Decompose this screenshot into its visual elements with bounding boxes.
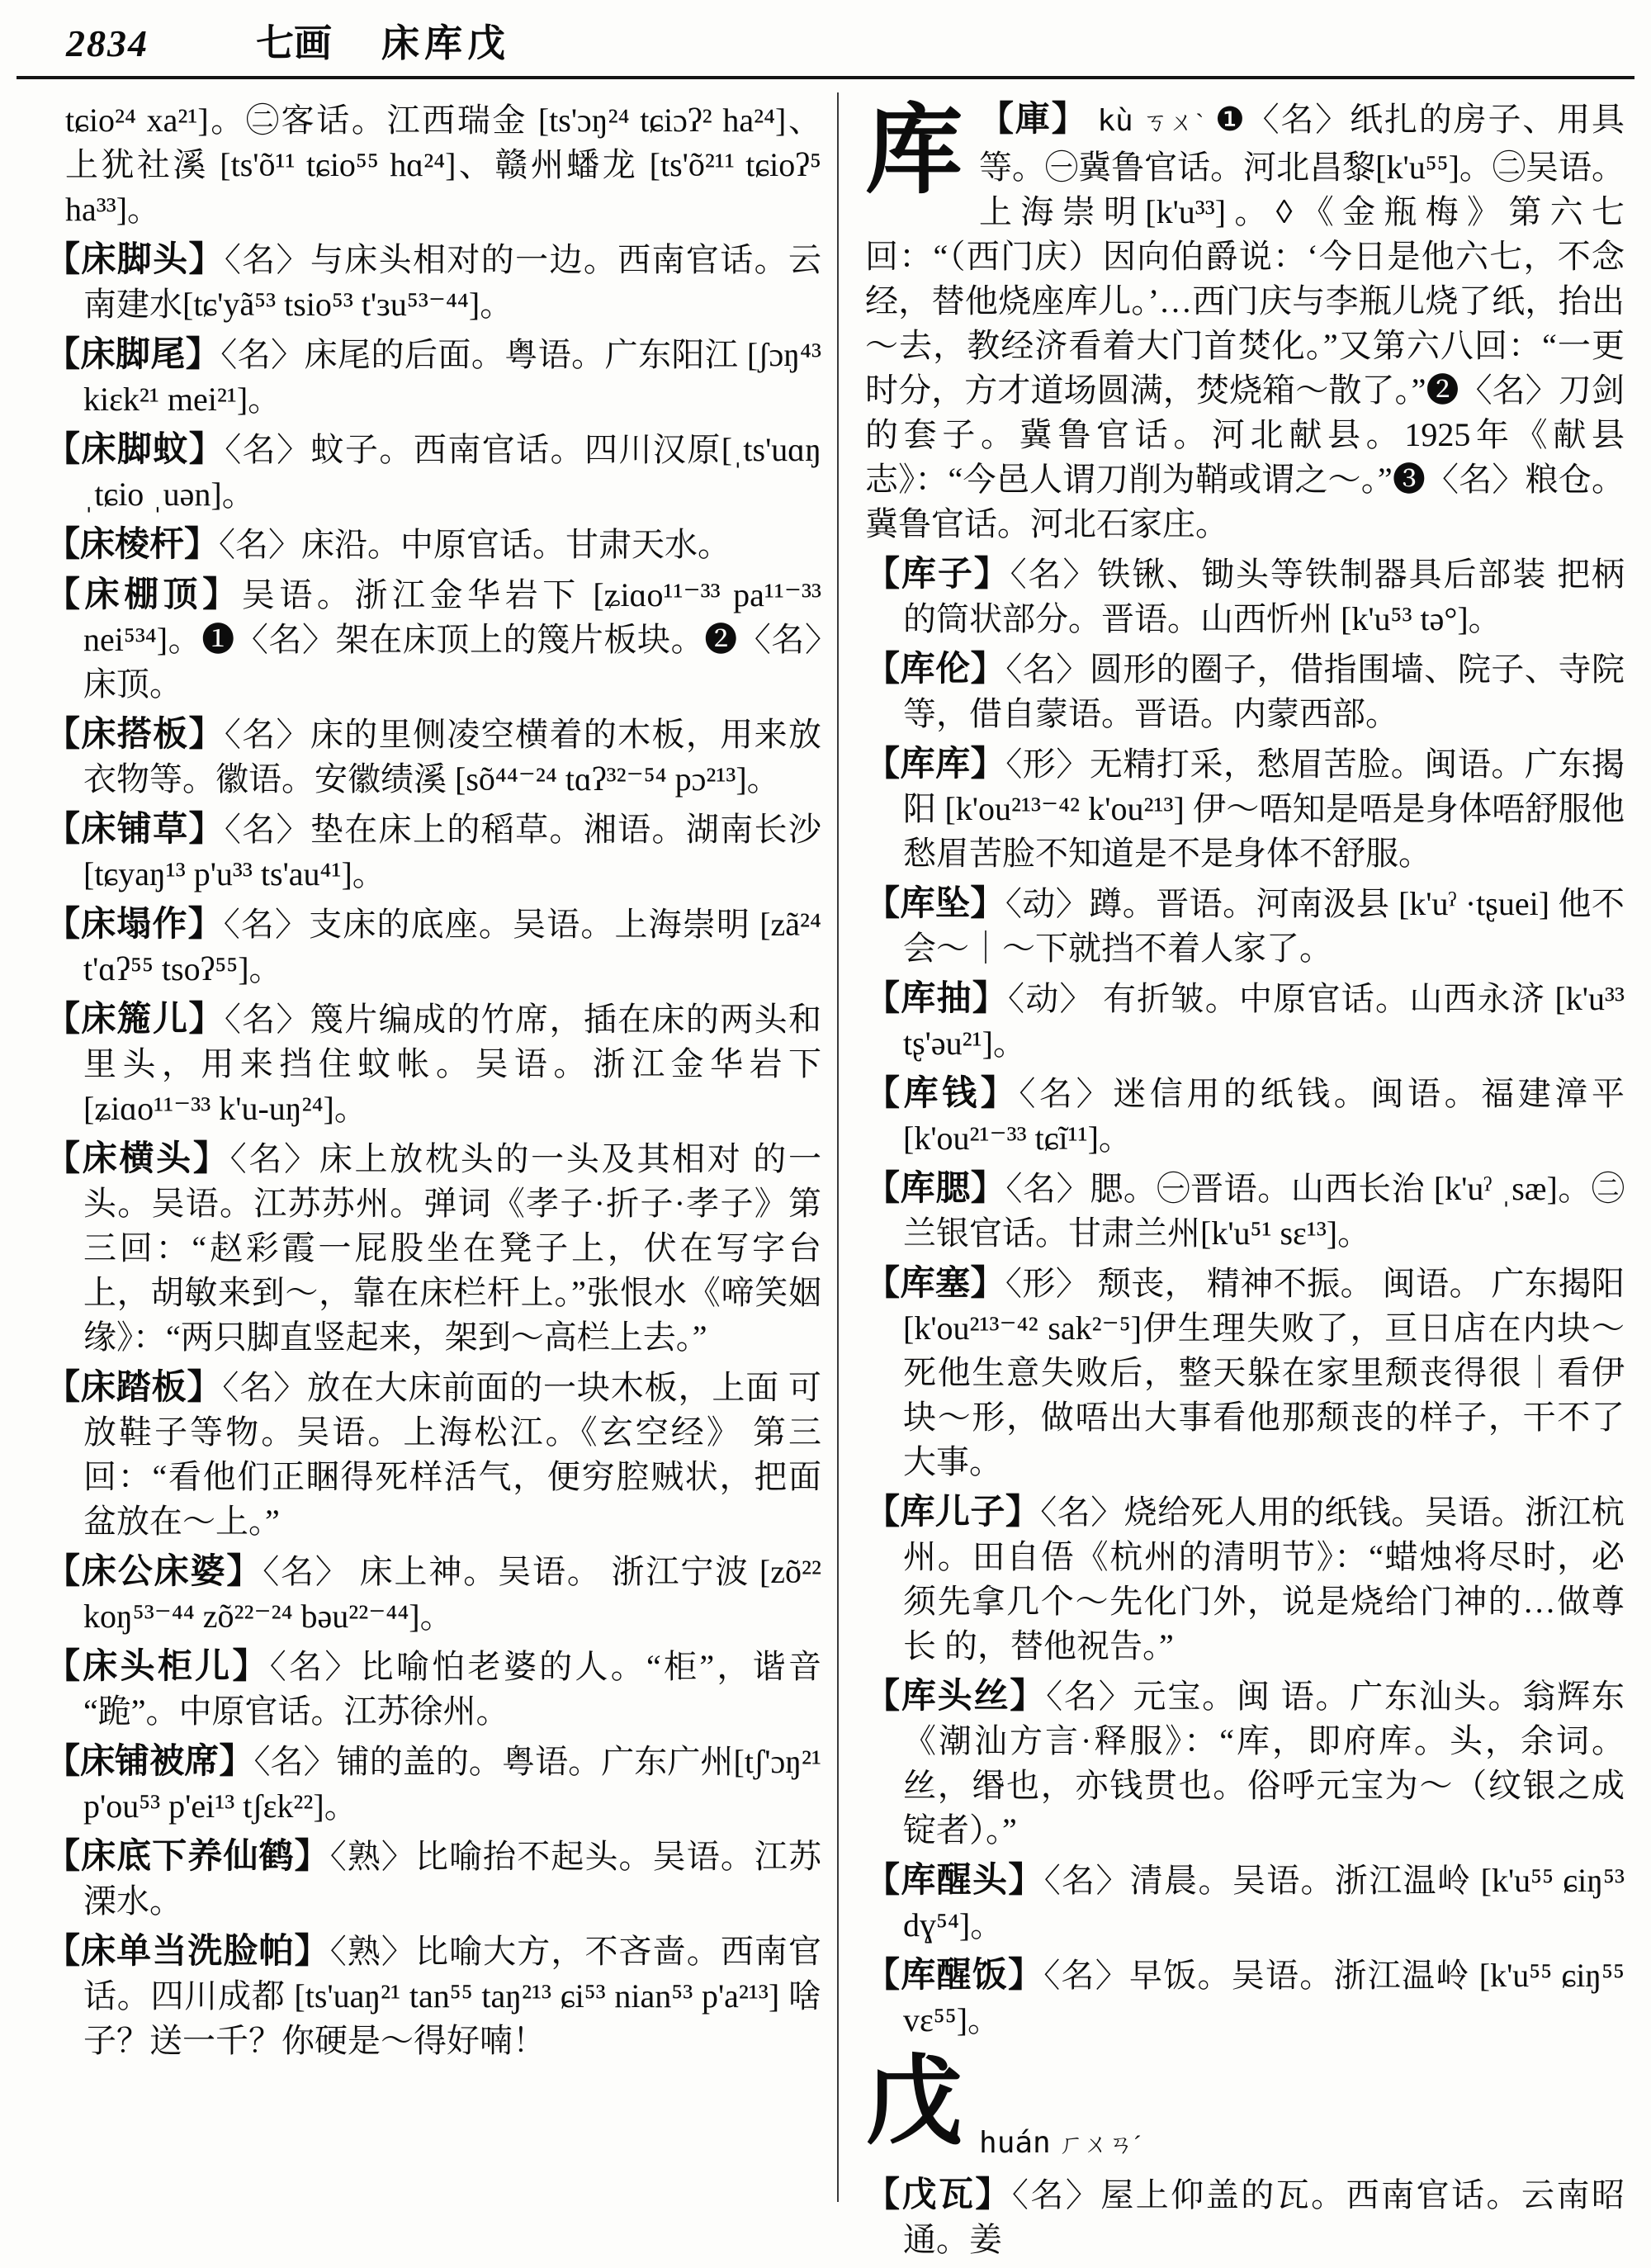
entry-body: 〈名〉屋上仰盖的瓦。西南官话。云南昭通。姜: [903, 2176, 1625, 2258]
entry-床搭板: [45, 713, 821, 802]
entry-headword: 【床踏板】: [45, 1369, 223, 1407]
entry-body: 〈形〉 颓丧， 精神不振。 闽语。 广东揭阳 [k'ou²¹³⁻⁴² sak²⁻⁵]伊生理失败了，亘日店在内块～死他生意失败后，整天躲在家里颓丧得很｜看伊块～形，做唔出大事看他那颓丧的样子，干不了大事。: [903, 1265, 1625, 1480]
entry-headword: 【床脚尾】: [45, 336, 221, 374]
entry-headword: 【床棱杆】: [45, 526, 220, 564]
entry-床脚头: [45, 238, 821, 327]
entry-headword: 【库儿子】: [865, 1494, 1041, 1532]
entry-body: 〈名〉比喻怕老婆的人。“柜”，谐音 “跪”。中原官话。江苏徐州。: [83, 1648, 821, 1730]
entry-body: 〈熟〉比喻大方，不吝啬。西南官话。四川成都 [ts'uaŋ²¹ tan⁵⁵ taŋ²¹³ ɕi⁵³ nian⁵³ p'a²¹³] 啥子？送一千？你硬是～得好喃！: [83, 1933, 821, 2059]
entry-headword: 【床公床婆】: [45, 1553, 263, 1591]
entry-库伦: [865, 647, 1625, 736]
entry-床塌作: [45, 902, 821, 992]
entry-床踏板: [45, 1366, 821, 1544]
entry-headword: 【库塞】: [865, 1265, 1005, 1303]
entry-body: 〈名〉床尾的后面。粤语。广东阳江 [ʃɔŋ⁴³ kiɛk²¹ mei²¹]。: [83, 336, 821, 418]
entry-continuation: [45, 98, 821, 232]
entry-body: 〈名〉垫在床上的稻草。湘语。湖南长沙 [tɕyaŋ¹³ p'u³³ ts'au⁴¹]。: [83, 811, 821, 893]
entry-body: 〈名〉床的里侧凌空横着的木板，用来放衣物等。徽语。安徽绩溪 [sõ⁴⁴⁻²⁴ tɑʔ³²⁻⁵⁴ pɔ²¹³]。: [83, 716, 821, 798]
entry-headword: 【床横头】: [45, 1140, 230, 1178]
entry-库儿子: [865, 1490, 1625, 1669]
entry-库抽: [865, 977, 1625, 1066]
entry-headword: 【库坠】: [865, 885, 1005, 923]
entry-headword: 【床头柜儿】: [45, 1648, 270, 1686]
zhuyin: ㄏㄨㄢˊ: [1058, 2131, 1142, 2158]
entry-headword: 【库抽】: [865, 980, 1008, 1018]
entry-库子: [865, 552, 1625, 642]
pinyin: kù: [1097, 104, 1133, 138]
entry-body: 〈名〉圆形的圈子，借指围墙、院子、寺院等，借自蒙语。晋语。内蒙西部。: [903, 651, 1625, 732]
head-character: 戊: [865, 2048, 963, 2157]
page-number: 2834: [66, 22, 149, 64]
entry-headword: 【床塌作】: [45, 906, 224, 944]
head-character-paragraph: [865, 97, 1625, 547]
entry-headword: 【床棚顶】: [45, 576, 242, 614]
entry-body: 吴语。浙江金华岩下 [ʑiɑo¹¹⁻³³ pa¹¹⁻³³ nei⁵³⁴]。❶〈名〉架在床顶上的篾片板块。❷〈名〉床顶。: [83, 576, 821, 703]
entry-床头柜儿: [45, 1645, 821, 1734]
entry-body: 〈熟〉比喻抬不起头。吴语。江苏溧水。: [83, 1838, 821, 1920]
entry-body: tɕio²⁴ xa²¹]。㊁客话。江西瑞金 [ts'ɔŋ²⁴ tɕiɔʔ² ha²⁴]、上犹社溪 [ts'õ¹¹ tɕio⁵⁵ hɑ²⁴]、赣州蟠龙 [ts'õ²¹¹ tɕioʔ⁵ ha³³]。: [65, 102, 821, 228]
entry-body: 〈名〉清晨。吴语。浙江温岭 [k'u⁵⁵ ɕiŋ⁵³ dɣ⁵⁴]。: [903, 1862, 1625, 1944]
entry-床棚顶: [45, 573, 821, 707]
entry-床脚尾: [45, 333, 821, 422]
entry-body: 〈名〉支床的底座。吴语。上海崇明 [zã²⁴ t'ɑʔ⁵⁵ tsoʔ⁵⁵]。: [83, 906, 821, 987]
char-section-戊: [865, 2048, 1625, 2262]
entry-body: 〈名〉铺的盖的。粤语。广东广州[tʃ'ɔŋ²¹ p'ou⁵³ p'ei¹³ tʃɛk²²]。: [83, 1743, 821, 1825]
right-column: [865, 92, 1625, 2268]
entry-库头丝: [865, 1674, 1625, 1853]
entry-headword: 【床铺草】: [45, 811, 225, 849]
entry-床横头: [45, 1137, 821, 1360]
entry-headword: 【床脚头】: [45, 241, 225, 279]
traditional-form: 【庫】: [979, 101, 1088, 139]
entry-headword: 【库醒饭】: [865, 1957, 1044, 1995]
entry-库坠: [865, 882, 1625, 971]
head-character-paragraph: [865, 2048, 1625, 2167]
entry-body: 〈名〉床上放枕头的一头及其相对 的一头。吴语。江苏苏州。弹词《孝子·折子·孝子》第三回：“赵彩霞一屁股坐在凳子上，伏在写字台上，胡敏来到～，靠在床栏杆上。”张恨水《啼笑姻缘》：“两只脚直竖起来，架到～高栏上去。”: [83, 1140, 821, 1356]
entry-床底下养仙鹤: [45, 1835, 821, 1924]
head-characters-label: 床库戊: [381, 22, 510, 64]
entry-body: 〈名〉元宝。闽 语。广东汕头。翁辉东《潮汕方言·释服》：“库，即府库。头，余词。丝，缗也，亦钱贯也。俗呼元宝为～（纹银之成锭者）。”: [903, 1678, 1625, 1849]
pinyin: huán: [979, 2126, 1051, 2160]
entry-body: 〈名〉蚊子。西南官话。四川汉原[ˌts'uɑŋ ˌtɕio ˌuən]。: [83, 431, 821, 513]
entry-body: 〈名〉与床头相对的一边。西南官话。云南建水[tɕ'yã⁵³ tsio⁵³ t'ɜu⁵³⁻⁴⁴]。: [83, 241, 821, 323]
head-character: 库: [865, 97, 963, 206]
entry-body: 〈名〉腮。㊀晋语。山西长治 [k'uˀ ˌsæ]。㊁兰银官话。甘肃兰州[k'u⁵¹ sɛ¹³]。: [903, 1170, 1625, 1252]
entry-body: 〈名〉烧给死人用的纸钱。吴语。浙江杭州。田自俉《杭州的清明节》：“蜡烛将尽时，必须先拿几个～先化门外，说是烧给门神的…做尊长 的，替他祝告。”: [903, 1494, 1625, 1664]
entry-headword: 【床铺被席】: [45, 1743, 254, 1781]
entry-headword: 【库腮】: [865, 1170, 1006, 1208]
entry-body: 〈名〉早饭。吴语。浙江温岭 [k'u⁵⁵ ɕiŋ⁵⁵ vɛ⁵⁵]。: [903, 1957, 1625, 2038]
entry-库钱: [865, 1072, 1625, 1161]
entry-库塞: [865, 1262, 1625, 1484]
entry-body: 〈动〉蹲。晋语。河南汲县 [k'uˀ ·tʂuei] 他不会～｜～下就挡不着人家了。: [903, 885, 1625, 967]
entry-headword: 【床搭板】: [45, 716, 225, 754]
entry-headword: 【戊瓦】: [865, 2176, 1012, 2214]
char-section-entries: [865, 552, 1625, 2043]
entry-戊瓦: [865, 2173, 1625, 2262]
header-rule: [17, 76, 1634, 79]
entry-床单当洗脸帕: [45, 1929, 821, 2063]
entry-库醒饭: [865, 1953, 1625, 2043]
entry-headword: 【库库】: [865, 746, 1006, 784]
entry-headword: 【库醒头】: [865, 1862, 1044, 1900]
entry-床棱杆: [45, 523, 821, 567]
entry-body: 〈形〉无精打采，愁眉苦脸。闽语。广东揭阳 [k'ou²¹³⁻⁴² k'ou²¹³] 伊～唔知是唔是身体唔舒服他愁眉苦脸不知道是不是身体不舒服。: [903, 746, 1625, 872]
entry-床公床婆: [45, 1550, 821, 1639]
char-section-entries: [865, 2173, 1625, 2262]
entry-headword: 【库头丝】: [865, 1678, 1047, 1716]
entry-body: 〈名〉 床上神。吴语。 浙江宁波 [zõ²² koŋ⁵³⁻⁴⁴ zõ²²⁻²⁴ bəu²²⁻⁴⁴]。: [83, 1553, 821, 1635]
entry-床箷儿: [45, 997, 821, 1131]
page-header: [66, 13, 510, 68]
head-character-definition: ❶〈名〉纸扎的房子、用具等。㊀冀鲁官话。河北昌黎[k'u⁵⁵]。㊁吴语。上海崇明[k'u³³]。◊《金瓶梅》第六七回：“（西门庆）因向伯爵说：‘今日是他六七，不念经，替他烧座库儿。’…西门庆与李瓶儿烧了纸，抬出～去，教经济看着大门首焚化。”又第六八回：“一更时分，方才道场圆满，焚烧箱～散了。”❷〈名〉刀剑的套子。冀鲁官话。河北献县。1925年《献县志》：“今邑人谓刀削为鞘或谓之～。”❸〈名〉粮仓。冀鲁官话。河北石家庄。: [865, 101, 1625, 542]
entry-body: 〈名〉床沿。中原官话。甘肃天水。: [219, 526, 731, 563]
entry-库醒头: [865, 1858, 1625, 1948]
entry-headword: 【库钱】: [865, 1075, 1019, 1113]
entry-body: 〈名〉篾片编成的竹席，插在床的两头和里头，用来挡住蚊帐。吴语。浙江金华岩下 [ʑiɑo¹¹⁻³³ k'u-uŋ²⁴]。: [83, 1001, 821, 1127]
char-section-库: [865, 97, 1625, 2043]
entry-body: 〈动〉 有折皱。中原官话。山西永济 [k'u³³ tʂ'əu²¹]。: [903, 980, 1625, 1062]
zhuyin: ㄎㄨˋ: [1142, 109, 1206, 136]
entry-headword: 【床脚蚊】: [45, 431, 225, 469]
entry-headword: 【床单当洗脸帕】: [45, 1933, 330, 1971]
entry-床脚蚊: [45, 428, 821, 517]
stroke-section-label: 七画: [256, 22, 332, 64]
entry-body: 〈名〉迷信用的纸钱。闽语。福建漳平 [k'ou²¹⁻³³ tɕĩ¹¹]。: [903, 1075, 1625, 1157]
column-divider: [837, 92, 839, 2202]
entry-body: 〈名〉放在大床前面的一块木板，上面 可放鞋子等物。吴语。上海松江。《玄空经》 第三回：“看他们正睏得死样活气，便穷腔贼状，把面盆放在～上。”: [83, 1369, 821, 1540]
entry-body: 〈名〉铁锹、锄头等铁制器具后部装 把柄 的筒状部分。晋语。山西忻州 [k'u⁵³ tə°]。: [903, 556, 1625, 637]
entry-headword: 【库子】: [865, 556, 1010, 594]
entry-床铺草: [45, 807, 821, 897]
left-column: [45, 92, 821, 2069]
entry-headword: 【床箷儿】: [45, 1001, 225, 1039]
entry-库腮: [865, 1167, 1625, 1256]
entry-床铺被席: [45, 1740, 821, 1829]
entry-headword: 【库伦】: [865, 651, 1006, 689]
entry-headword: 【床底下养仙鹤】: [45, 1838, 330, 1876]
entry-库库: [865, 742, 1625, 876]
